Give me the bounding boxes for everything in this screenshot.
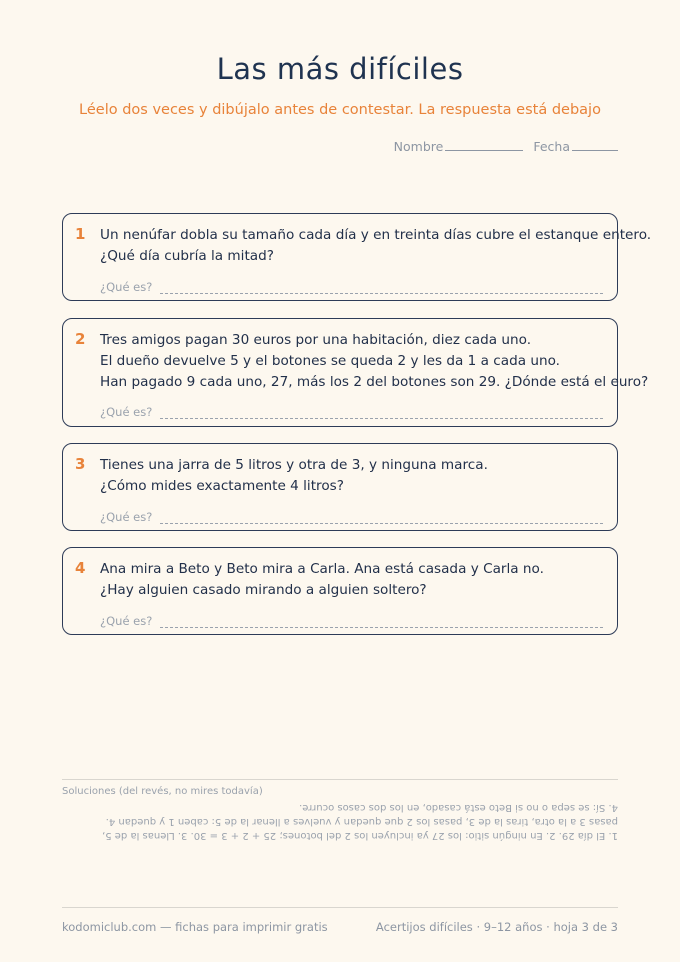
answer-label: ¿Qué es? [100, 510, 153, 524]
answer-field[interactable] [100, 280, 603, 294]
date-blank-line [572, 140, 618, 151]
question-card-2 [62, 318, 649, 427]
name-blank-line [445, 140, 523, 151]
solution-line: pasas 3 a la otra, tiras la de 3, pasas los 2 que quedan y vuelves a llenar la de 5: caben 1 y quedan 4. [105, 816, 618, 827]
solutions-label: Soluciones (del revés, no mires todavía) [62, 786, 263, 797]
question-line: ¿Hay alguien casado mirando a alguien soltero? [100, 582, 427, 598]
question-text [100, 330, 648, 393]
question-line: El dueño devuelve 5 y el botones se queda 2 y les da 1 a cada uno. [100, 353, 560, 369]
date-field[interactable] [533, 139, 618, 154]
question-number: 3 [75, 455, 86, 473]
question-line: Un nenúfar dobla su tamaño cada día y en treinta días cubre el estanque entero. [100, 227, 652, 243]
answer-label: ¿Qué es? [100, 405, 153, 419]
footer-site: kodomiclub.com — fichas para imprimir gratis [62, 920, 328, 934]
question-line: Tres amigos pagan 30 euros por una habitación, diez cada uno. [100, 332, 532, 348]
answer-dashed-line [160, 410, 603, 419]
answer-field[interactable] [100, 405, 603, 419]
page-subtitle: Léelo dos veces y dibújalo antes de contestar. La respuesta está debajo [79, 102, 601, 118]
answer-field[interactable] [100, 510, 603, 524]
question-number: 1 [75, 225, 86, 243]
solutions-divider [62, 779, 618, 780]
answer-label: ¿Qué es? [100, 280, 153, 294]
footer-divider [62, 907, 618, 908]
page-title: Las más difíciles [216, 52, 464, 86]
question-text [100, 559, 544, 601]
answer-label: ¿Qué es? [100, 614, 153, 628]
question-line: Han pagado 9 cada uno, 27, más los 2 del botones son 29. ¿Dónde está el euro? [100, 374, 649, 390]
question-number: 4 [75, 559, 86, 577]
question-line: ¿Qué día cubría la mitad? [100, 248, 274, 264]
solutions-upside-down [62, 800, 618, 842]
answer-dashed-line [160, 515, 603, 524]
question-number: 2 [75, 330, 86, 348]
question-text [100, 455, 488, 497]
solution-line: 4. Sí: se sepa o no si Beto está casado, en los dos casos ocurre. [299, 802, 618, 813]
question-text [100, 225, 651, 267]
name-label: Nombre [393, 139, 444, 154]
question-line: Tienes una jarra de 5 litros y otra de 3, y ninguna marca. [100, 457, 488, 473]
question-card-4 [62, 547, 618, 635]
question-line: ¿Cómo mides exactamente 4 litros? [100, 478, 344, 494]
name-date-fields [394, 139, 618, 154]
name-field[interactable] [394, 139, 524, 154]
footer-sheet-info: Acertijos difíciles · 9–12 años · hoja 3 de 3 [375, 920, 618, 934]
solution-line: 1. El día 29. 2. En ningún sitio: los 27 ya incluyen los 2 del botones; 25 + 2 + 3 = 30. 3. Llenas la de 5, [102, 830, 618, 841]
answer-field[interactable] [100, 614, 603, 628]
question-card-3 [62, 443, 618, 531]
answer-dashed-line [160, 619, 603, 628]
answer-dashed-line [160, 285, 603, 294]
question-card-1 [62, 213, 652, 301]
question-line: Ana mira a Beto y Beto mira a Carla. Ana está casada y Carla no. [100, 561, 544, 577]
date-label: Fecha [533, 139, 570, 154]
